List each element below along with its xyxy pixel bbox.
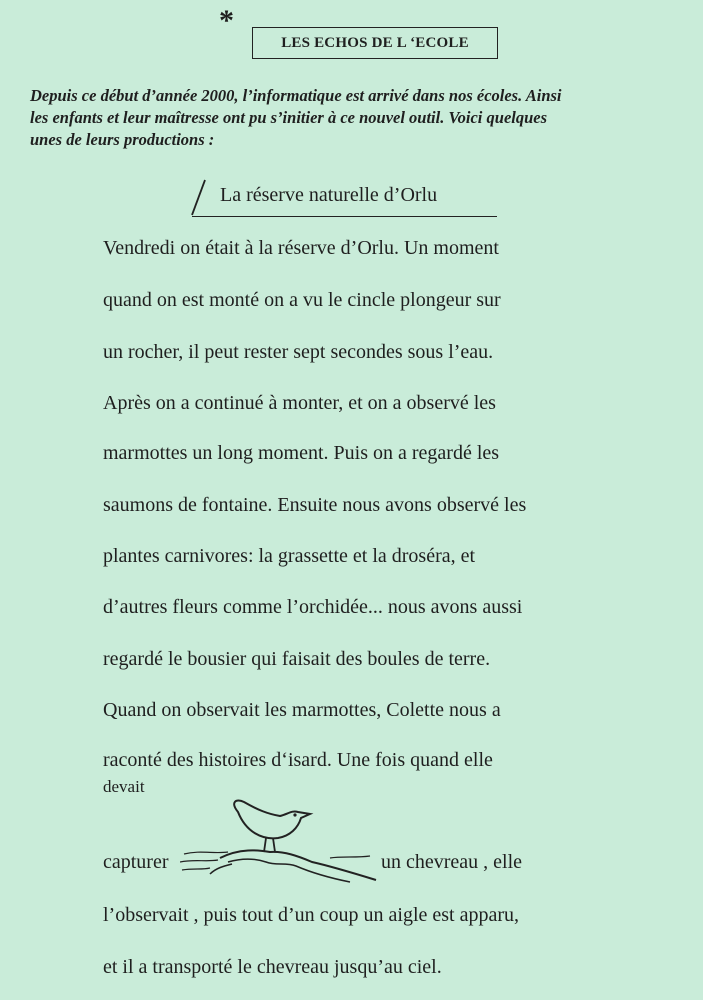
intro-paragraph — [30, 85, 680, 151]
intro-line: Depuis ce début d’année 2000, l’informatique est arrivé dans nos écoles. Ainsi — [30, 86, 562, 105]
article-title: La réserve naturelle d’Orlu — [220, 184, 438, 206]
title-underline — [192, 216, 497, 217]
intro-line: unes de leurs productions : — [30, 130, 215, 149]
article-line: quand on est monté on a vu le cincle plongeur sur — [103, 289, 501, 311]
article-line: raconté des histoires d‘isard. Une fois quand elle — [103, 749, 493, 771]
asterisk-mark: * — [219, 4, 234, 37]
article-line: l’observait , puis tout d’un coup un aigle est apparu, — [103, 904, 520, 926]
header-title-box — [252, 27, 498, 59]
article-line: saumons de fontaine. Ensuite nous avons observé les — [103, 494, 527, 516]
article-line: Vendredi on était à la réserve d’Orlu. Un moment — [103, 237, 499, 259]
article-line: Quand on observait les marmottes, Colette nous a — [103, 699, 501, 721]
article-line: et il a transporté le chevreau jusqu’au ciel. — [103, 956, 442, 978]
article-line: d’autres fleurs comme l’orchidée... nous avons aussi — [103, 596, 523, 618]
article-line-devait: devait — [103, 777, 145, 796]
article-line: un rocher, il peut rester sept secondes sous l’eau. — [103, 341, 494, 363]
article-line: regardé le bousier qui faisait des boules de terre. — [103, 648, 491, 670]
intro-line: les enfants et leur maîtresse ont pu s’initier à ce nouvel outil. Voici quelques — [30, 108, 548, 127]
bird-drawing-icon — [180, 796, 380, 890]
article-line: Après on a continué à monter, et on a observé les — [103, 392, 496, 414]
article-line-chevreau: un chevreau , elle — [381, 851, 523, 873]
header-title: LES ECHOS DE L ‘ECOLE — [281, 34, 469, 51]
article-line: plantes carnivores: la grassette et la droséra, et — [103, 545, 476, 567]
article-line-capturer: capturer — [103, 851, 169, 873]
title-slash-mark — [189, 178, 207, 218]
article-line: marmottes un long moment. Puis on a regardé les — [103, 442, 500, 464]
